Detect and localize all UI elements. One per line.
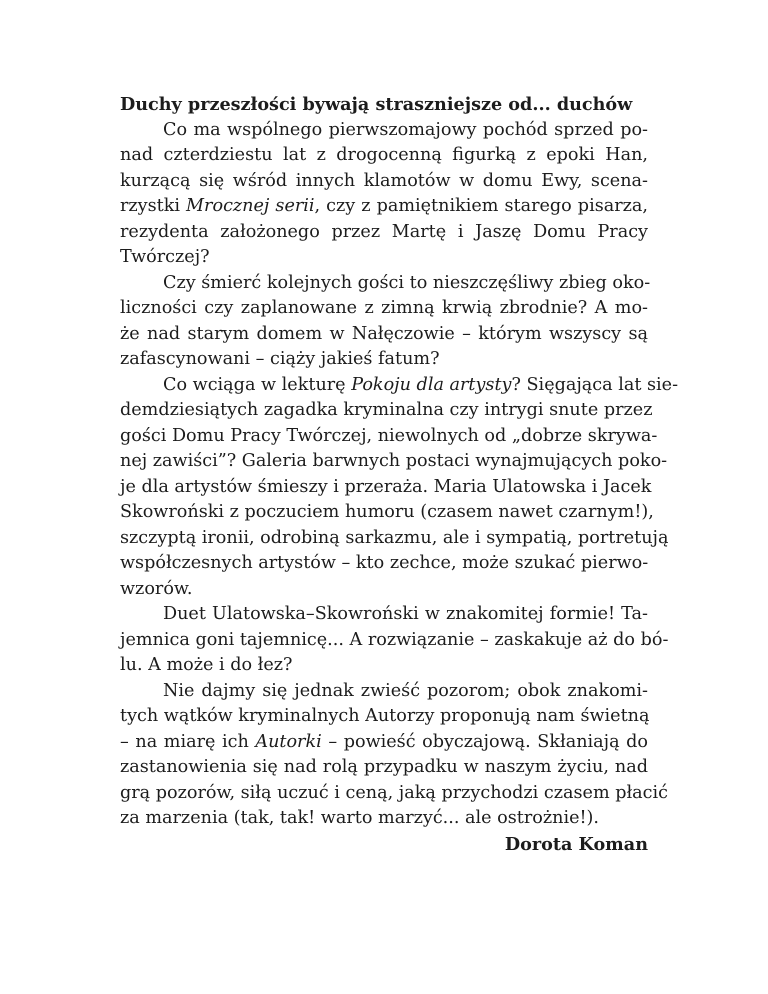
paragraph-5-line-3-start: – na miarę ich bbox=[120, 731, 256, 752]
paragraph-5-line-1: Nie dajmy się jednak zwieść pozorom; obok znakomi- bbox=[163, 680, 648, 701]
paragraph-5-line-3 bbox=[120, 730, 648, 756]
paragraph-4-line-1: Duet Ulatowska–Skowroński w znakomitej formie! Ta- bbox=[163, 604, 648, 624]
paragraph-4-line-3: lu. A może i do łez? bbox=[120, 655, 293, 675]
paragraph-3-line-8: współczesnych artystów – kto zechce, może szukać pierwo- bbox=[120, 553, 649, 573]
paragraph-3-line-1-end: ? Sięgająca lat sie- bbox=[511, 374, 679, 395]
paragraph-3-line-5: je dla artystów śmieszy i przeraża. Maria Ulatowska i Jacek bbox=[120, 476, 652, 497]
paragraph-3-line-3: gości Domu Pracy Twórczej, niewolnych od „dobrze skrywa- bbox=[120, 425, 658, 446]
paragraph-4-line-2: jemnica goni tajemnicę... A rozwiązanie – zaskakuje aż do bó- bbox=[120, 629, 669, 650]
paragraph-1-line-1: Co ma wspólnego pierwszomajowy pochód sprzed po- bbox=[163, 119, 648, 140]
paragraph-3-line-9: wzorów. bbox=[120, 578, 193, 599]
paragraph-1-line-3: kurzącą się wśród innych klamotów w domu Ewy, scena- bbox=[120, 170, 648, 191]
paragraph-5-line-5: grą pozorów, siłą uczuć i ceną, jaką przychodzi czasem płacić bbox=[120, 782, 669, 803]
paragraph-1-line-6: Twórczej? bbox=[120, 247, 210, 267]
paragraph-5-line-2: tych wątków kryminalnych Autorzy proponują nam świetną bbox=[120, 706, 650, 726]
paragraph-3-line-2: demdziesiątych zagadka kryminalna czy intrygi snute przez bbox=[120, 400, 653, 420]
paragraph-3-line-7: szczyptą ironii, odrobiną sarkazmu, ale i sympatią, portretują bbox=[120, 527, 669, 548]
book-title: Pokoju dla artysty bbox=[351, 374, 512, 395]
signature: Dorota Koman bbox=[504, 833, 648, 855]
blurb-text bbox=[120, 92, 679, 857]
paragraph-2-line-4: zafascynowani – ciąży jakieś fatum? bbox=[120, 349, 440, 369]
paragraph-3-line-1 bbox=[120, 373, 679, 399]
blurb-heading: Duchy przeszłości bywają straszniejsze od... duchów bbox=[120, 94, 633, 115]
paragraph-3-line-4: nej zawiści”? Galeria barwnych postaci wynajmujących poko- bbox=[120, 451, 668, 471]
paragraph-1-line-5: rezydenta założonego przez Martę i Jaszę Domu Pracy bbox=[120, 221, 648, 242]
paragraph-3-line-6: Skowroński z poczuciem humoru (czasem nawet czarnym!), bbox=[120, 502, 654, 522]
paragraph-5-line-3-end: – powieść obyczajową. Skłaniają do bbox=[321, 731, 649, 752]
paragraph-5-line-4: zastanowienia się nad rolą przypadku w naszym życiu, nad bbox=[120, 757, 648, 777]
paragraph-2-line-2: liczności czy zaplanowane z zimną krwią zbrodnie? A mo- bbox=[120, 298, 648, 318]
paragraph-1-line-4-start: rzystki bbox=[120, 196, 187, 216]
paragraph-2-line-3: że nad starym domem w Nałęczowie – którym wszyscy są bbox=[120, 323, 648, 344]
paragraph-5-line-6: za marzenia (tak, tak! warto marzyć... ale ostrożnie!). bbox=[120, 808, 600, 828]
series-title: Mrocznej serii bbox=[186, 196, 315, 216]
autorki-title: Autorki bbox=[255, 731, 322, 752]
paragraph-1-line-2: nad czterdziestu lat z drogocenną figurką z epoki Han, bbox=[120, 145, 648, 165]
paragraph-3-line-1-start: Co wciąga w lekturę bbox=[163, 374, 352, 395]
paragraph-2-line-1: Czy śmierć kolejnych gości to nieszczęśliwy zbieg oko- bbox=[163, 272, 651, 293]
paragraph-1-line-4 bbox=[120, 194, 648, 220]
paragraph-1-line-4-end: , czy z pamiętnikiem starego pisarza, bbox=[314, 196, 648, 216]
